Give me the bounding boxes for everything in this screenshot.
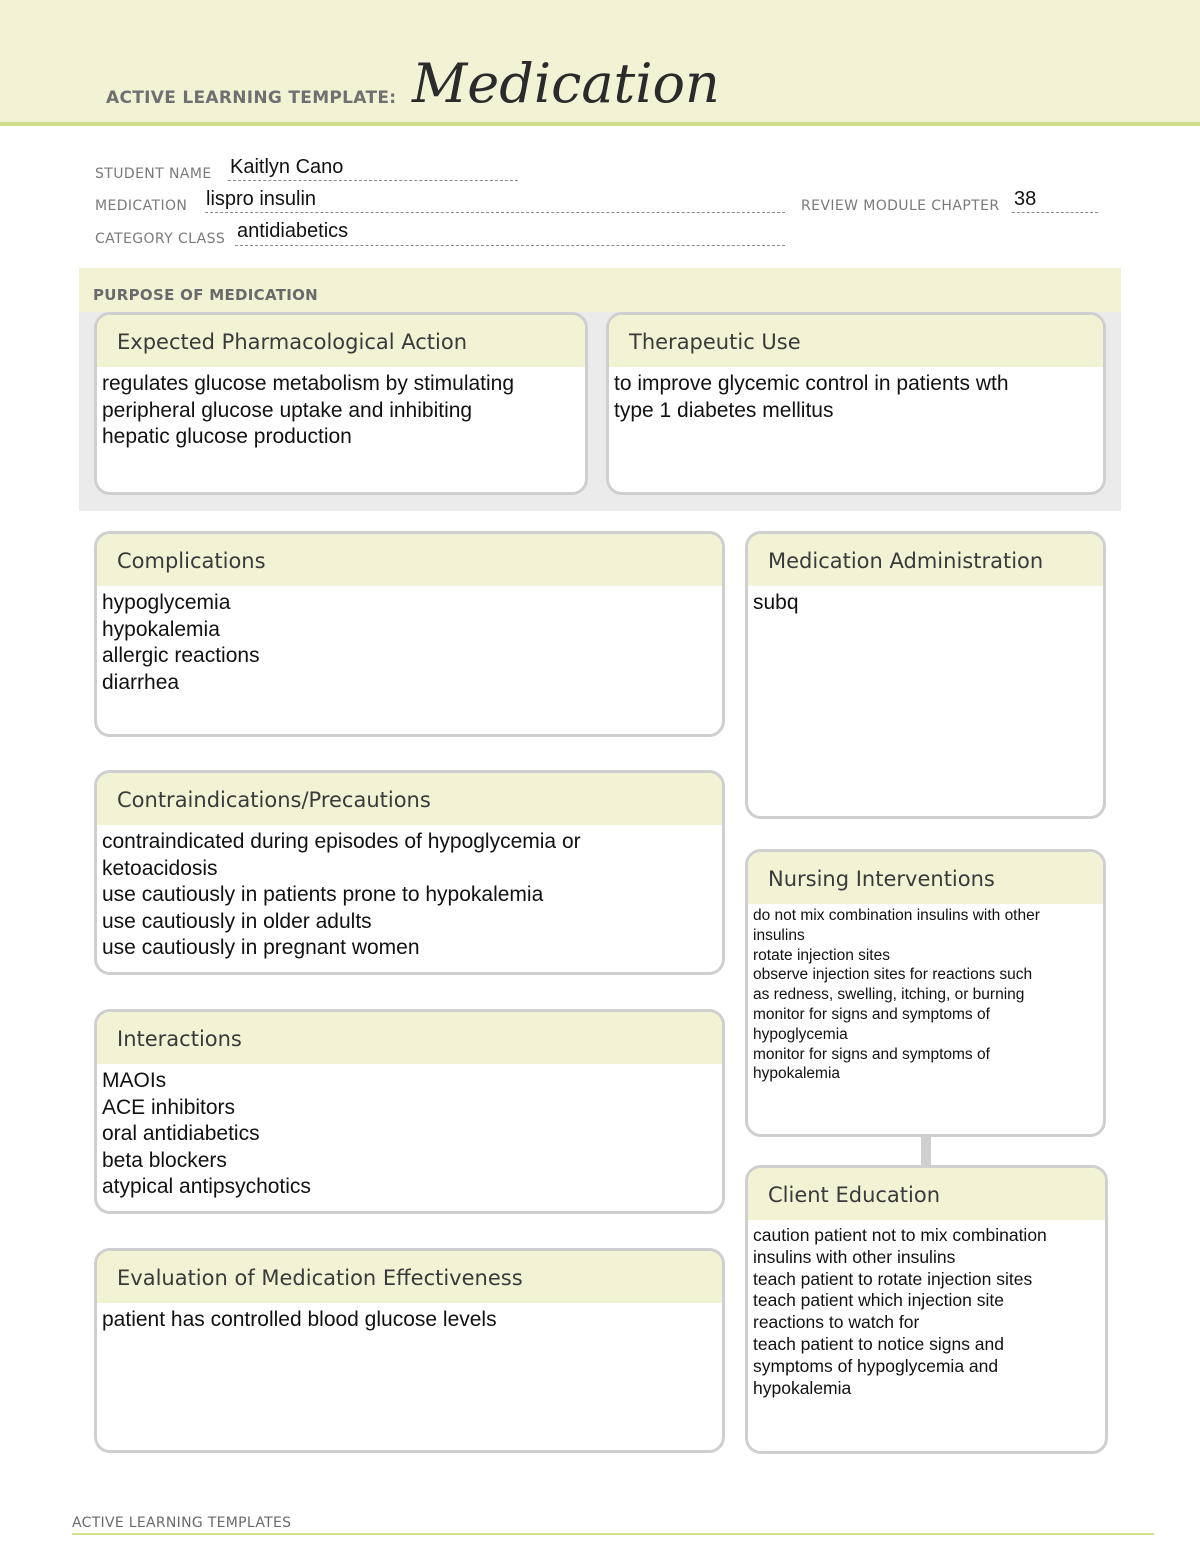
administration-box	[745, 531, 1106, 819]
administration-title: Medication Administration	[748, 534, 1103, 586]
text-line: contraindicated during episodes of hypoglycemia or	[102, 830, 581, 853]
contraindications-title: Contraindications/Precautions	[97, 773, 722, 825]
text-line: MAOIs	[102, 1069, 167, 1092]
footer-label: ACTIVE LEARNING TEMPLATES	[72, 1515, 292, 1531]
evaluation-text[interactable]	[97, 1303, 722, 1334]
nursing-interventions-box	[745, 849, 1106, 1137]
text-line: hypokalemia	[753, 1065, 841, 1083]
template-label: ACTIVE LEARNING TEMPLATE:	[106, 88, 397, 108]
text-line: ketoacidosis	[102, 856, 218, 880]
text-line: rotate injection sites	[753, 946, 890, 964]
evaluation-box	[94, 1248, 725, 1453]
text-line: hypoglycemia	[753, 1025, 848, 1043]
therapeutic-use-title: Therapeutic Use	[609, 315, 1103, 367]
text-line: observe injection sites for reactions such	[753, 966, 1033, 984]
interactions-box	[94, 1009, 725, 1214]
therapeutic-use-box	[606, 312, 1106, 495]
medication-label: MEDICATION	[95, 198, 188, 214]
text-line: allergic reactions	[102, 644, 260, 667]
text-line: beta blockers	[102, 1148, 227, 1172]
page-title: Medication	[412, 52, 720, 115]
complications-box	[94, 531, 725, 737]
category-class-label: CATEGORY CLASS	[95, 231, 226, 247]
text-line: ACE inhibitors	[102, 1095, 236, 1119]
text-line: caution patient not to mix combination	[753, 1225, 1047, 1245]
nursing-interventions-title: Nursing Interventions	[748, 852, 1103, 904]
administration-text[interactable]	[748, 586, 1103, 617]
complications-text[interactable]	[97, 586, 722, 696]
text-line: atypical antipsychotics	[102, 1175, 311, 1198]
text-line: insulins	[753, 926, 805, 944]
text-line: teach patient to rotate injection sites	[753, 1268, 1033, 1289]
connector-bar	[921, 1136, 931, 1166]
therapeutic-use-text[interactable]	[609, 367, 1103, 424]
text-line: teach patient which injection site	[753, 1290, 1004, 1311]
expected-action-box	[94, 312, 588, 495]
text-line: do not mix combination insulins with other	[753, 907, 1040, 924]
text-line: symptoms of hypoglycemia and	[753, 1355, 999, 1376]
interactions-text[interactable]	[97, 1064, 722, 1201]
text-line: hypokalemia	[102, 617, 220, 641]
footer-divider	[72, 1533, 1154, 1535]
student-name-line	[228, 180, 518, 181]
review-module-line	[1012, 212, 1098, 213]
text-line: diarrhea	[102, 670, 180, 694]
expected-action-text[interactable]	[97, 367, 585, 451]
text-line: oral antidiabetics	[102, 1122, 260, 1145]
text-line: patient has controlled blood glucose levels	[102, 1308, 497, 1331]
evaluation-title: Evaluation of Medication Effectiveness	[97, 1251, 722, 1303]
nursing-interventions-text[interactable]	[748, 904, 1103, 1084]
category-class-field[interactable]: antidiabetics	[237, 220, 349, 242]
client-education-title: Client Education	[748, 1168, 1105, 1220]
client-education-box	[745, 1165, 1108, 1454]
text-line: insulins with other insulins	[753, 1246, 956, 1267]
client-education-text[interactable]	[748, 1220, 1105, 1399]
medication-field[interactable]: lispro insulin	[206, 188, 317, 210]
text-line: use cautiously in pregnant women	[102, 936, 420, 959]
text-line: hepatic glucose production	[102, 425, 352, 448]
text-line: reactions to watch for	[753, 1312, 920, 1333]
interactions-title: Interactions	[97, 1012, 722, 1064]
text-line: monitor for signs and symptoms of	[753, 1005, 990, 1023]
review-module-label: REVIEW MODULE CHAPTER	[801, 198, 1000, 214]
text-line: to improve glycemic control in patients wth	[614, 372, 1009, 395]
contraindications-box	[94, 770, 725, 975]
medication-line	[205, 212, 785, 213]
text-line: monitor for signs and symptoms of	[753, 1045, 990, 1063]
text-line: hypoglycemia	[102, 591, 231, 614]
text-line: use cautiously in patients prone to hypokalemia	[102, 883, 544, 906]
text-line: subq	[753, 591, 799, 614]
text-line: teach patient to notice signs and	[753, 1333, 1005, 1354]
text-line: peripheral glucose uptake and inhibiting	[102, 398, 473, 422]
student-name-label: STUDENT NAME	[95, 166, 212, 182]
text-line: use cautiously in older adults	[102, 909, 372, 933]
header-divider	[0, 122, 1200, 126]
contraindications-text[interactable]	[97, 825, 722, 962]
review-module-field[interactable]: 38	[1014, 188, 1037, 210]
student-name-field[interactable]: Kaitlyn Cano	[230, 156, 344, 178]
complications-title: Complications	[97, 534, 722, 586]
text-line: as redness, swelling, itching, or burning	[753, 986, 1025, 1004]
category-class-line	[235, 245, 785, 246]
text-line: regulates glucose metabolism by stimulating	[102, 372, 515, 395]
purpose-title: PURPOSE OF MEDICATION	[93, 286, 319, 304]
text-line: hypokalemia	[753, 1377, 852, 1398]
text-line: type 1 diabetes mellitus	[614, 398, 834, 422]
expected-action-title: Expected Pharmacological Action	[97, 315, 585, 367]
